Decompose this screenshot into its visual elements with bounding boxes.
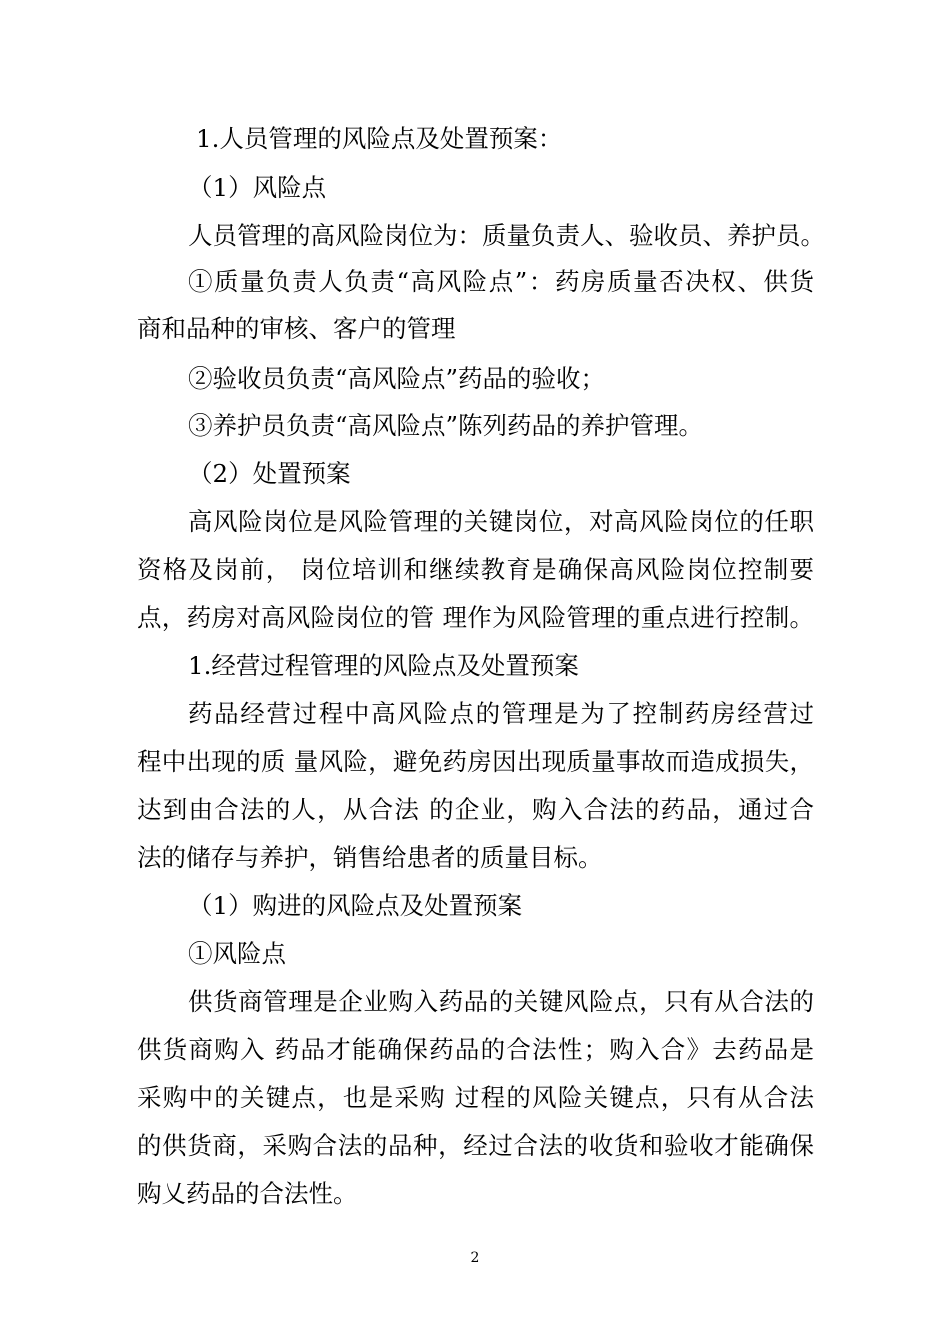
document-page: 1.人员管理的风险点及处置预案： （1）风险点 人员管理的高风险岗位为：质量负责人、验收员、养护员。 ①质量负责人负责“高风险点”：药房质量否决权、供货 商和品种的审核、客户的管理 ②验收员负责“高风险点”药品的验收； ③养护员负责“高风险点”陈列药品的养护管理。 （2）处置预案 高风险岗位是风险管理的关键岗位，对高风险岗位的任职 资格及岗前， 岗位培训和继续教育是确保高风险岗位控制要 点，药房对高风险岗位的管 理作为风险管理的重点进行控制。 1.经营过程管理的风险点及处置预案 药品经营过程中高风险点的管理是为了控制药房经营过 程中出现的质 量风险，避免药房因出现质量事故而造成损失， 达到由合法的人，从合法 的企业，购入合法的药品，通过合 法的储存与养护，销售给患者的质量目标。 （1）购进的风险点及处置预案 ①风险点 供货商管理是企业购入药品的关键风险点，只有从合法的 供货商购入 药品才能确保药品的合法性；购入合》去药品是 采购中的关键点，也是采购 过程的风险关键点，只有从合法 的供货商，采购合法的品种，经过合法的收货和验收才能确保 购乂药品的合法性。 2 [0, 0, 950, 1343]
page-number: 2 [470, 1250, 480, 1266]
